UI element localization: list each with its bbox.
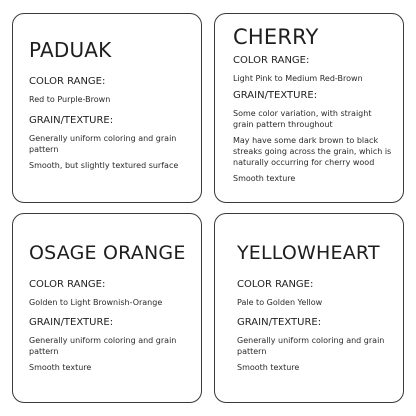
- grain-texture-heading: GRAIN/TEXTURE:: [233, 90, 318, 101]
- color-range-heading: COLOR RANGE:: [29, 279, 106, 290]
- color-range-section: [237, 279, 393, 308]
- wood-card-cherry: [214, 13, 404, 203]
- color-range-section: [29, 76, 191, 105]
- grain-texture-text: Smooth texture: [237, 363, 300, 372]
- wood-card-yellowheart: [214, 213, 404, 403]
- grain-texture-heading: GRAIN/TEXTURE:: [237, 317, 322, 328]
- card-title: YELLOWHEART: [237, 242, 380, 264]
- grain-texture-heading: GRAIN/TEXTURE:: [29, 317, 114, 328]
- color-range-text: Golden to Light Brownish-Orange: [29, 298, 163, 307]
- grain-texture-section: [29, 317, 191, 373]
- wood-card-osage-orange: [12, 213, 202, 403]
- color-range-text: Light Pink to Medium Red-Brown: [233, 74, 363, 83]
- card-title: CHERRY: [233, 25, 319, 49]
- color-range-section: [29, 279, 191, 308]
- color-range-heading: COLOR RANGE:: [29, 76, 106, 87]
- grain-texture-text: Some color variation, with straight grain pattern throughout: [233, 109, 372, 129]
- grain-texture-text: May have some dark brown to black streaks going across the grain, which is naturally occurring for cherry wood: [233, 136, 392, 167]
- color-range-text: Pale to Golden Yellow: [237, 298, 323, 307]
- grain-texture-section: [237, 317, 393, 373]
- color-range-text: Red to Purple-Brown: [29, 95, 111, 104]
- grain-texture-text: Generally uniform coloring and grain pattern: [29, 336, 177, 356]
- card-title: PADUAK: [29, 38, 112, 62]
- wood-card-paduak: [12, 13, 202, 203]
- grain-texture-section: [233, 90, 393, 184]
- grain-texture-text: Smooth texture: [29, 363, 92, 372]
- grain-texture-section: [29, 115, 191, 171]
- color-range-heading: COLOR RANGE:: [233, 55, 310, 66]
- color-range-section: [233, 55, 393, 84]
- card-title: OSAGE ORANGE: [29, 242, 186, 264]
- grain-texture-text: Generally uniform coloring and grain pattern: [29, 134, 177, 154]
- grain-texture-text: Smooth texture: [233, 174, 296, 183]
- grain-texture-text: Generally uniform coloring and grain pattern: [237, 336, 385, 356]
- grain-texture-text: Smooth, but slightly textured surface: [29, 161, 179, 170]
- grain-texture-heading: GRAIN/TEXTURE:: [29, 115, 114, 126]
- color-range-heading: COLOR RANGE:: [237, 279, 314, 290]
